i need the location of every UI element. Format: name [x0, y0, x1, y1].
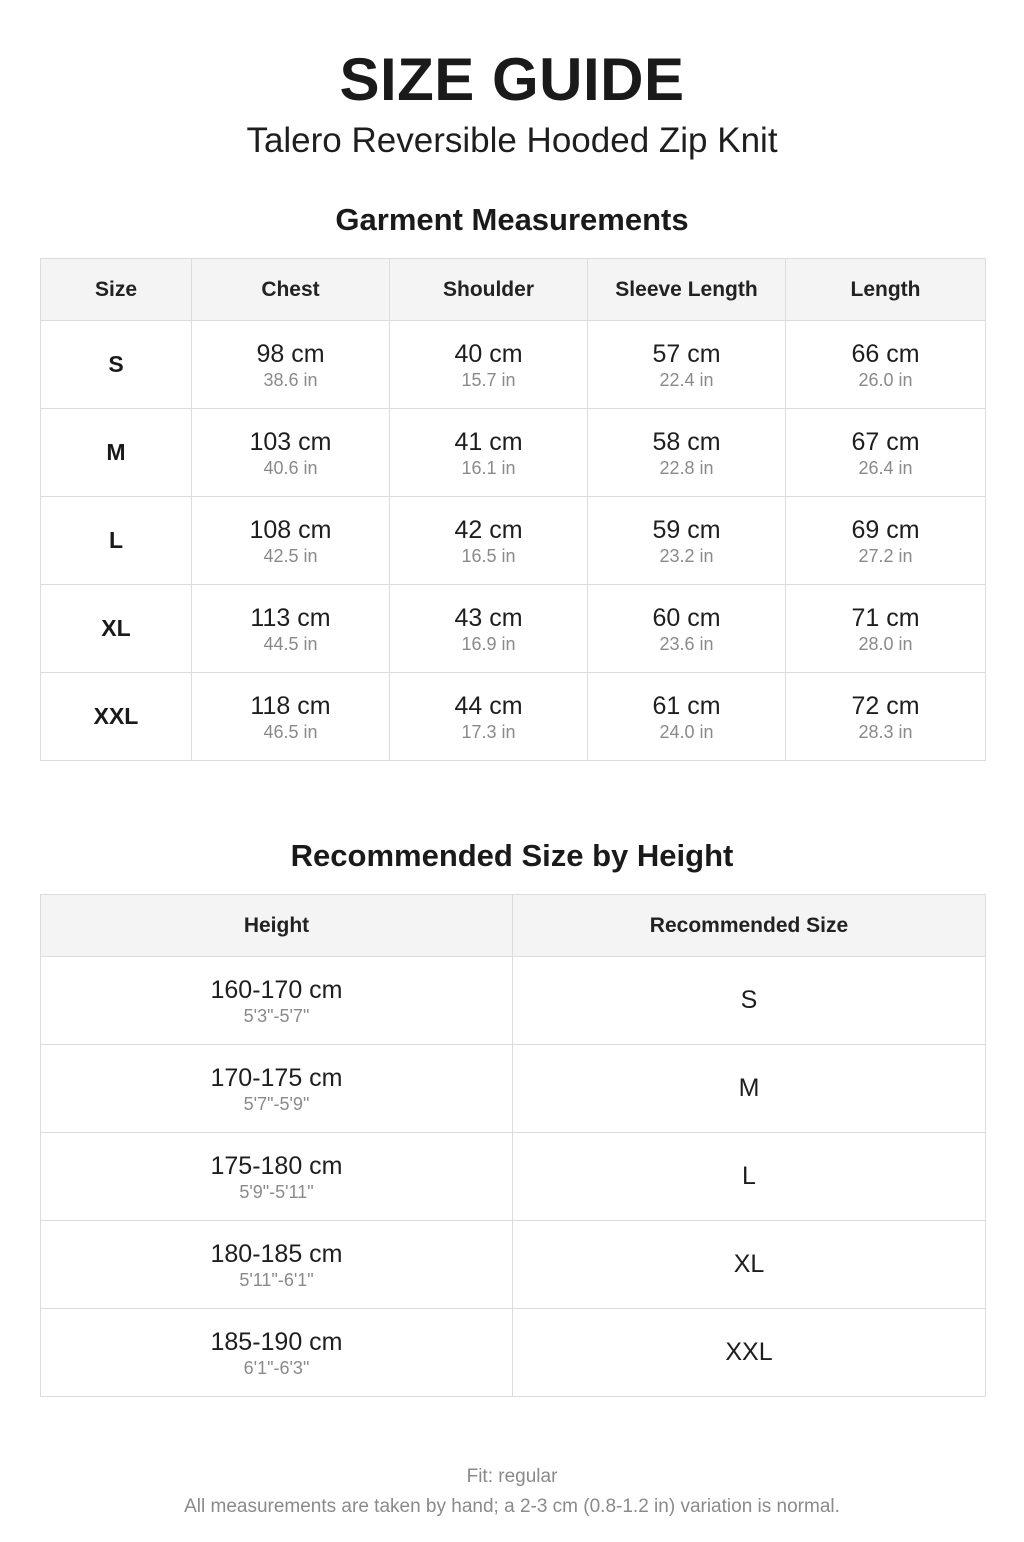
- recommended-size: L: [513, 1133, 986, 1221]
- height-cell: [41, 1309, 513, 1397]
- column-header: Sleeve Length: [588, 259, 786, 321]
- inch-value: 23.6 in: [659, 633, 714, 654]
- table-header-row: [41, 259, 986, 321]
- height-cell: [41, 1133, 513, 1221]
- table-header-row: [41, 895, 986, 957]
- chest-cell: [192, 321, 390, 409]
- cm-value: 44 cm: [454, 691, 523, 720]
- cm-value: 66 cm: [851, 339, 920, 368]
- cm-value: 42 cm: [454, 515, 523, 544]
- length-cell: [786, 585, 986, 673]
- inch-value: 17.3 in: [461, 721, 516, 742]
- height-ft: 5'9"-5'11": [239, 1181, 314, 1202]
- cm-value: 58 cm: [652, 427, 721, 456]
- chest-cell: [192, 585, 390, 673]
- cm-value: 60 cm: [652, 603, 721, 632]
- sleeve-cell: [588, 585, 786, 673]
- shoulder-cell: [390, 409, 588, 497]
- table-row: [41, 1221, 986, 1309]
- height-cm: 175-180 cm: [210, 1151, 343, 1180]
- height-cell: [41, 1045, 513, 1133]
- height-section-title: Recommended Size by Height: [290, 838, 734, 873]
- column-header: Length: [786, 259, 986, 321]
- cm-value: 41 cm: [454, 427, 523, 456]
- fit-note: Fit: regular: [466, 1466, 558, 1487]
- cm-value: 118 cm: [250, 691, 331, 720]
- size-label: L: [41, 497, 192, 585]
- size-label: XL: [41, 585, 192, 673]
- height-ft: 5'11"-6'1": [239, 1269, 314, 1290]
- length-cell: [786, 673, 986, 761]
- table-row: [41, 957, 986, 1045]
- height-recommendation-table: [40, 894, 986, 1397]
- recommended-size: XL: [513, 1221, 986, 1309]
- chest-cell: [192, 673, 390, 761]
- inch-value: 44.5 in: [263, 633, 318, 654]
- sleeve-cell: [588, 321, 786, 409]
- cm-value: 61 cm: [652, 691, 721, 720]
- garment-measurements-table: [40, 258, 986, 761]
- size-label: S: [41, 321, 192, 409]
- product-name: Talero Reversible Hooded Zip Knit: [246, 121, 778, 160]
- inch-value: 24.0 in: [659, 721, 714, 742]
- cm-value: 59 cm: [652, 515, 721, 544]
- chest-cell: [192, 497, 390, 585]
- inch-value: 26.0 in: [858, 369, 913, 390]
- inch-value: 23.2 in: [659, 545, 714, 566]
- inch-value: 27.2 in: [858, 545, 913, 566]
- sleeve-cell: [588, 409, 786, 497]
- cm-value: 108 cm: [249, 515, 332, 544]
- shoulder-cell: [390, 585, 588, 673]
- cm-value: 40 cm: [454, 339, 523, 368]
- garment-section-title: Garment Measurements: [335, 202, 689, 237]
- height-ft: 6'1"-6'3": [243, 1357, 310, 1378]
- height-cell: [41, 957, 513, 1045]
- inch-value: 22.4 in: [659, 369, 714, 390]
- height-cm: 160-170 cm: [210, 975, 343, 1004]
- height-cm: 170-175 cm: [210, 1063, 343, 1092]
- recommended-size: M: [513, 1045, 986, 1133]
- size-label: M: [41, 409, 192, 497]
- cm-value: 98 cm: [256, 339, 325, 368]
- sleeve-cell: [588, 497, 786, 585]
- table-row: [41, 497, 986, 585]
- recommended-size: S: [513, 957, 986, 1045]
- height-cell: [41, 1221, 513, 1309]
- inch-value: 28.3 in: [858, 721, 913, 742]
- column-header: Recommended Size: [513, 895, 986, 957]
- table-row: [41, 1309, 986, 1397]
- cm-value: 103 cm: [249, 427, 332, 456]
- table-row: [41, 673, 986, 761]
- cm-value: 71 cm: [851, 603, 920, 632]
- recommended-size: XXL: [513, 1309, 986, 1397]
- length-cell: [786, 409, 986, 497]
- sleeve-cell: [588, 673, 786, 761]
- inch-value: 40.6 in: [263, 457, 318, 478]
- cm-value: 57 cm: [652, 339, 721, 368]
- inch-value: 15.7 in: [461, 369, 516, 390]
- inch-value: 16.5 in: [461, 545, 516, 566]
- measurement-disclaimer: All measurements are taken by hand; a 2-3 cm (0.8-1.2 in) variation is normal.: [184, 1496, 840, 1517]
- table-row: [41, 321, 986, 409]
- column-header: Chest: [192, 259, 390, 321]
- inch-value: 46.5 in: [263, 721, 318, 742]
- length-cell: [786, 497, 986, 585]
- shoulder-cell: [390, 673, 588, 761]
- inch-value: 22.8 in: [659, 457, 714, 478]
- shoulder-cell: [390, 321, 588, 409]
- page-title: SIZE GUIDE: [339, 46, 685, 113]
- inch-value: 16.1 in: [461, 457, 516, 478]
- shoulder-cell: [390, 497, 588, 585]
- table-row: [41, 1045, 986, 1133]
- inch-value: 16.9 in: [461, 633, 516, 654]
- column-header: Shoulder: [390, 259, 588, 321]
- height-ft: 5'3"-5'7": [243, 1005, 310, 1026]
- height-cm: 185-190 cm: [210, 1327, 343, 1356]
- table-row: [41, 1133, 986, 1221]
- cm-value: 113 cm: [250, 603, 331, 632]
- inch-value: 26.4 in: [858, 457, 913, 478]
- size-label: XXL: [41, 673, 192, 761]
- table-row: [41, 585, 986, 673]
- height-ft: 5'7"-5'9": [243, 1093, 310, 1114]
- table-row: [41, 409, 986, 497]
- cm-value: 43 cm: [454, 603, 523, 632]
- length-cell: [786, 321, 986, 409]
- inch-value: 42.5 in: [263, 545, 318, 566]
- height-cm: 180-185 cm: [210, 1239, 343, 1268]
- inch-value: 38.6 in: [263, 369, 318, 390]
- inch-value: 28.0 in: [858, 633, 913, 654]
- cm-value: 67 cm: [851, 427, 920, 456]
- column-header: Size: [41, 259, 192, 321]
- cm-value: 69 cm: [851, 515, 920, 544]
- column-header: Height: [41, 895, 513, 957]
- cm-value: 72 cm: [851, 691, 920, 720]
- chest-cell: [192, 409, 390, 497]
